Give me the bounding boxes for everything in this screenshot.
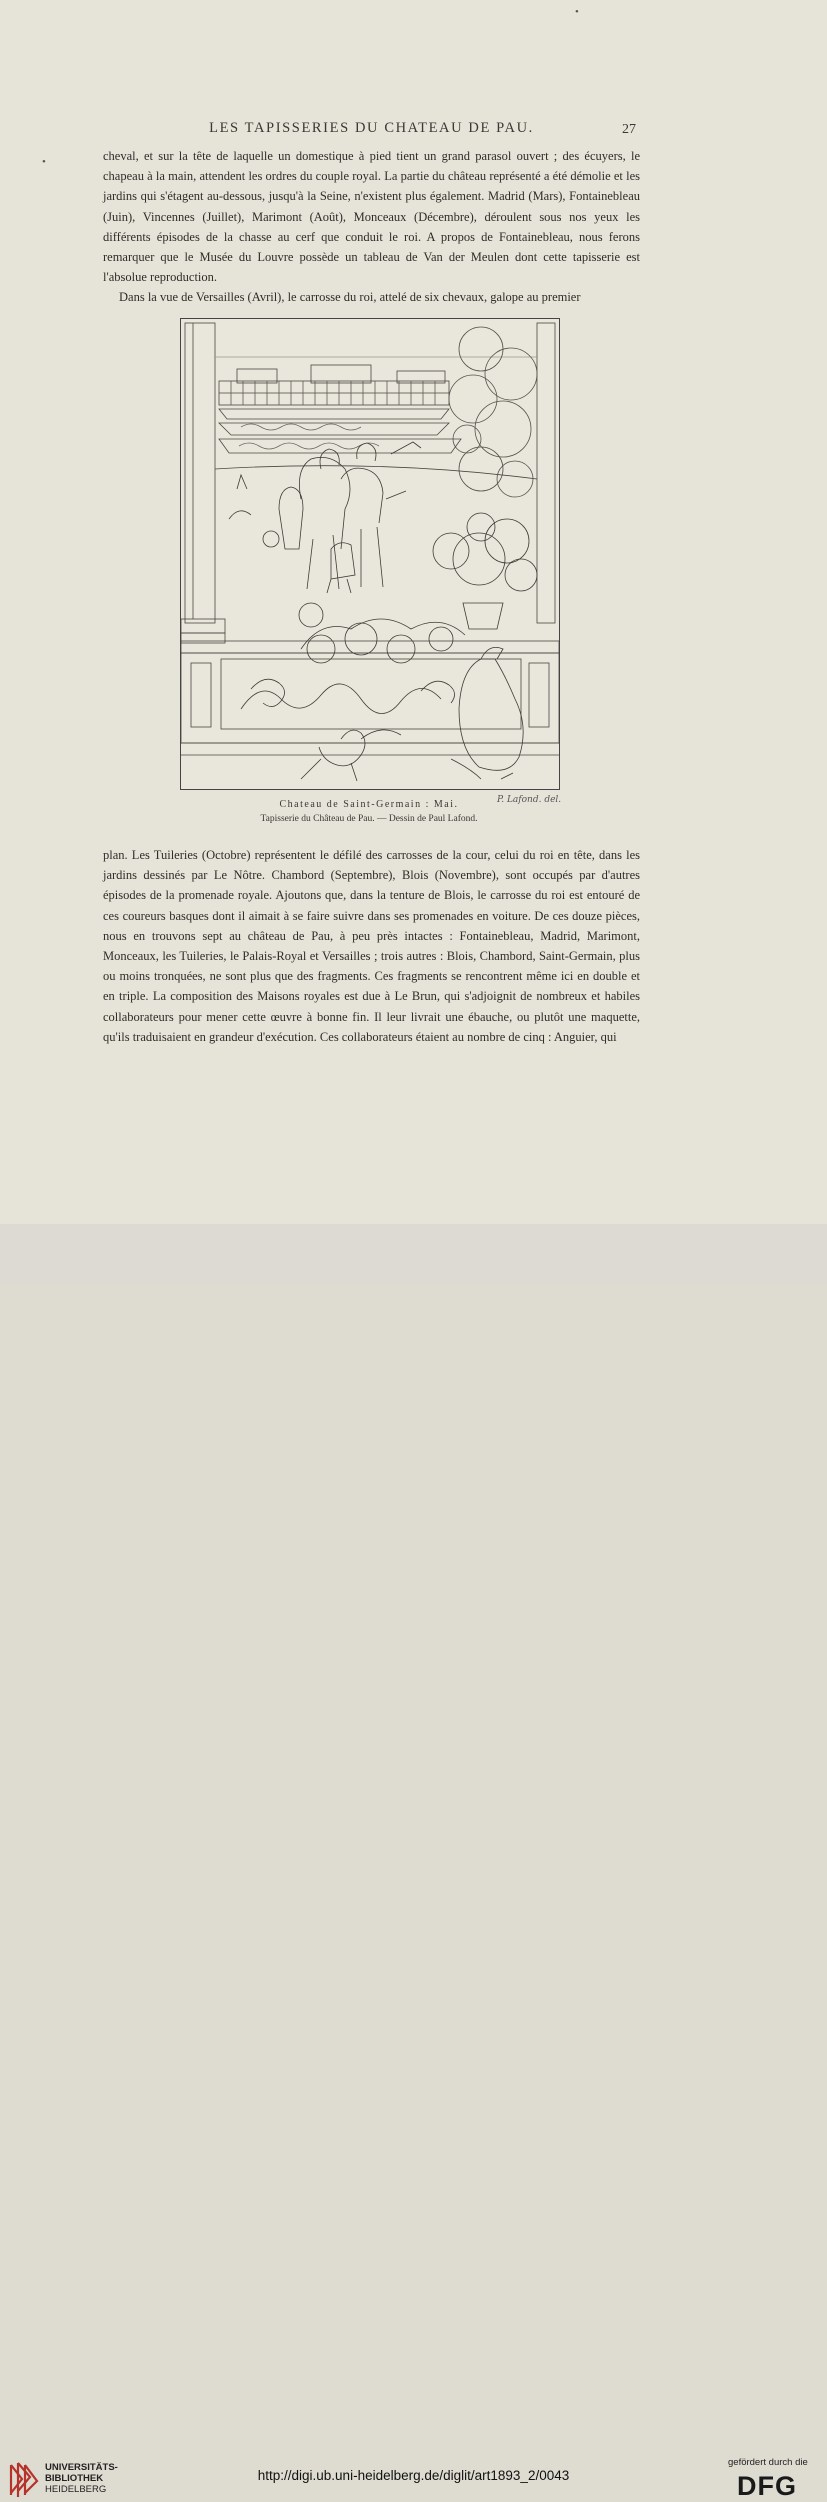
body-text-bottom: [103, 845, 640, 1047]
library-line: BIBLIOTHEK: [45, 2473, 104, 2484]
permalink-url[interactable]: http://digi.ub.uni-heidelberg.de/diglit/art1893_2/0043: [257, 2468, 570, 2483]
funding-label: gefördert durch die: [728, 2457, 808, 2468]
page-number: 27: [622, 122, 636, 137]
artist-signature: P. Lafond. del.: [497, 795, 562, 805]
library-line: UNIVERSITÄTS-: [45, 2462, 118, 2473]
viewer-footer: [0, 1224, 827, 2501]
running-header: [96, 120, 647, 137]
dfg-logo: DFG: [737, 2471, 797, 2501]
running-title: LES TAPISSERIES DU CHATEAU DE PAU.: [209, 120, 534, 136]
figure-caption-title: Chateau de Saint-Germain : Mai.: [279, 799, 459, 810]
library-line: HEIDELBERG: [45, 2484, 107, 2495]
paragraph: Dans la vue de Versailles (Avril), le carrosse du roi, attelé de six chevaux, galope au premier: [119, 290, 581, 305]
figure-caption-credit: Tapisserie du Château de Pau. — Dessin de Paul Lafond.: [260, 814, 478, 824]
body-text-top: [103, 146, 640, 308]
paragraph: cheval, et sur la tête de laquelle un domestique à pied tient un grand parasol ouvert ; des écuyers, le chapeau à la main, attendent les ordres du couple royal. La partie du château représenté a été démolie et les jardins qui s'étagent au-dessous, jusqu'à la Seine, n'existent plus également. Madrid (Mars), Fontainebleau (Juin), Vincennes (Juillet), Marimont (Août), Monceaux (Décembre), déroulent sous nos yeux les différents épisodes de la chasse au cerf que conduit le roi. A propos de Fontainebleau, nous ferons remarquer que le Musée du Louvre possède un tableau de Van der Meulen dont cette tapisserie est l'absolue reproduction.: [103, 149, 640, 285]
paragraph: plan. Les Tuileries (Octobre) représentent le défilé des carrosses de la cour, celui du roi en tête, dans les jardins dessinés par Le Nôtre. Chambord (Septembre), Blois (Novembre), sont occupés par d'autres épisodes de la promenade royale. Ajoutons que, dans la tenture de Blois, le carrosse du roi est entouré de ces coureurs basques dont il aimait à se faire suivre dans ses promenades en voiture. De ces douze pièces, nous en trouvons sept au château de Pau, à peu près intactes : Fontainebleau, Madrid, Marimont, Monceaux, les Tuileries, le Palais-Royal et Versailles ; trois autres : Blois, Chambord, Saint-Germain, plus ou moins tronquées, ne sont plus que des fragments. Ces fragments se rencontrent même ici en double et en triple. La composition des Maisons royales est due à Le Brun, qui s'adjoignit de nombreux et habiles collaborateurs pour mener cette œuvre à bonne fin. Il leur livrait une ébauche, ou plutôt une maquette, qu'ils traduisaient en grandeur d'exécution. Ces collaborateurs étaient au nombre de cinq : Anguier, qui: [103, 848, 640, 1044]
tapestry-illustration: [180, 318, 560, 790]
margin-mark: •: [42, 156, 46, 168]
scanned-page: [0, 0, 827, 1224]
margin-mark: •: [575, 6, 579, 18]
engraving-drawing: [181, 319, 559, 789]
